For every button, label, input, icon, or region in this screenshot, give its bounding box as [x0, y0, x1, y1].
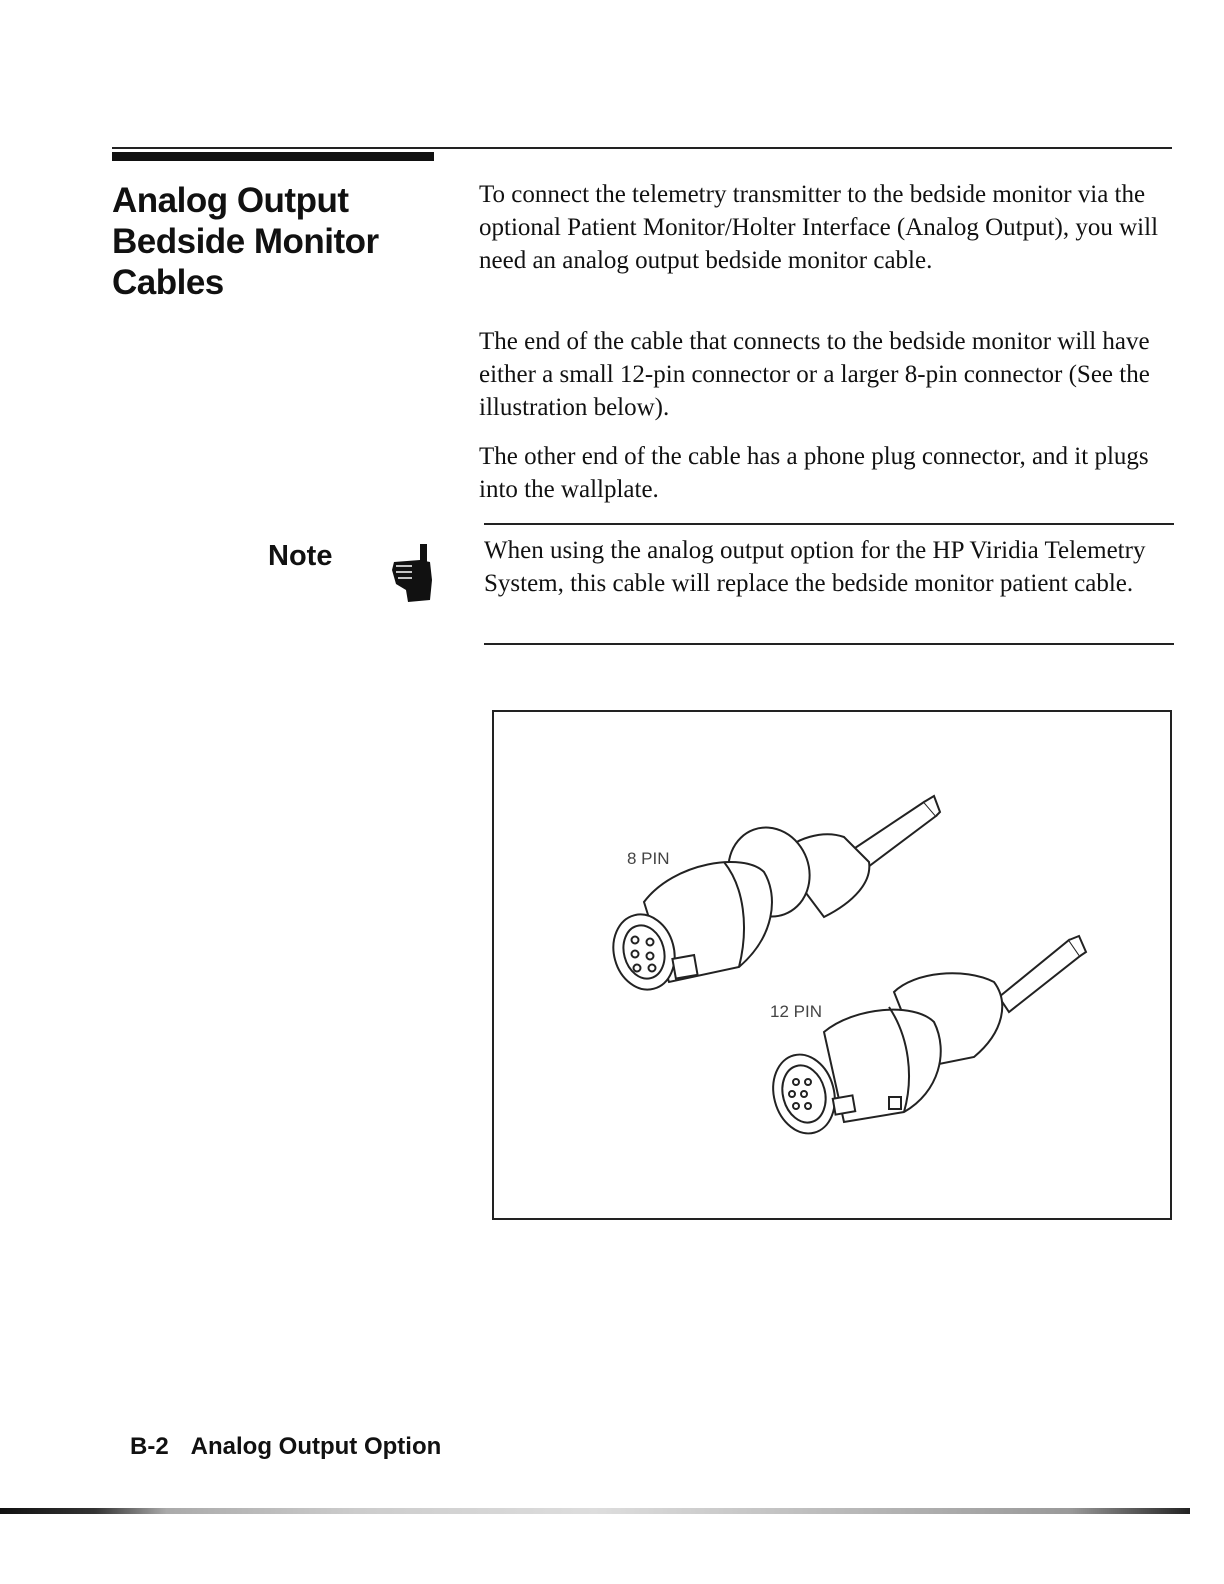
paragraph-connector-types: The end of the cable that connects to the bedside monitor will have either a small 12-pin connector or a larger 8-pin connector (See the illustration below).: [479, 328, 1150, 421]
page-number: B-2: [130, 1433, 169, 1460]
pointing-hand-icon: [390, 540, 434, 606]
label-8-pin: 8 PIN: [627, 849, 670, 868]
top-rule-thick: [112, 152, 434, 161]
connector-drawing: [494, 712, 1170, 1218]
page-footer: [130, 1433, 441, 1461]
paragraph-phone-plug: The other end of the cable has a phone plug connector, and it plugs into the wallplate.: [479, 443, 1149, 503]
heading-line-1: Analog Output: [112, 181, 349, 220]
heading-line-3: Cables: [112, 263, 224, 302]
footer-section-title: Analog Output Option: [190, 1433, 442, 1460]
12-pin-connector-drawing: [765, 936, 1086, 1140]
note-rule-top: [484, 523, 1174, 525]
top-rule-thin: [112, 147, 1172, 149]
bottom-rule: [0, 1508, 1190, 1514]
section-heading: [112, 180, 442, 303]
note-text: When using the analog output option for the HP Viridia Telemetry System, this cable will replace the bedside monitor patient cable.: [484, 537, 1146, 597]
note-rule-bottom: [484, 643, 1174, 645]
connector-illustration: [492, 710, 1172, 1220]
8-pin-connector-drawing: [605, 796, 940, 996]
note-label: Note: [268, 540, 333, 572]
label-12-pin: 12 PIN: [770, 1002, 822, 1021]
paragraph-connect: To connect the telemetry transmitter to the bedside monitor via the optional Patient Monitor/Holter Interface (Analog Output), you will need an analog output bedside monitor cable.: [479, 181, 1159, 274]
heading-line-2: Bedside Monitor: [112, 222, 379, 261]
